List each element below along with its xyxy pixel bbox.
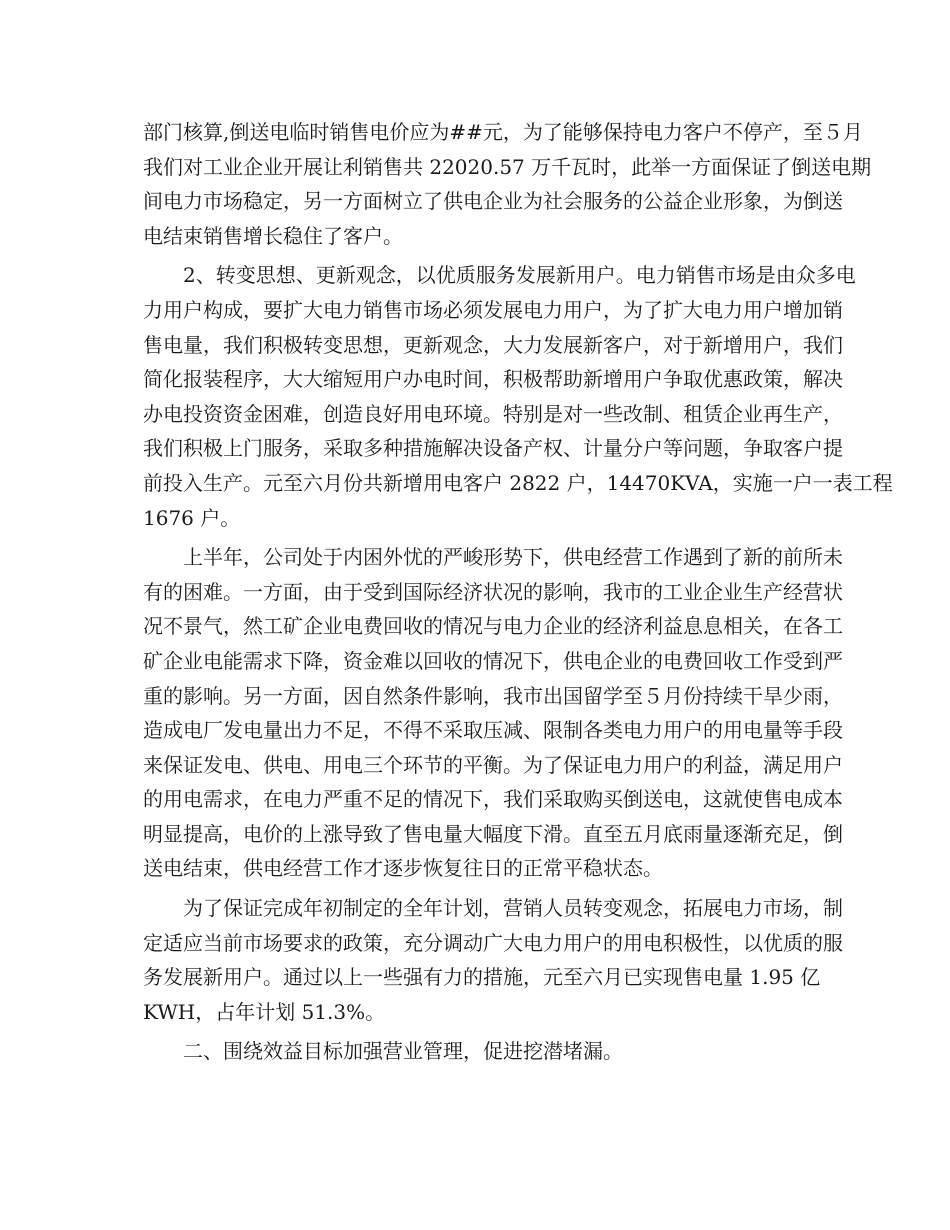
text-line: 前投入生产。元至六月份共新增用电客户 2822 户，14470KVA，实施一户一表工程 [143, 470, 893, 495]
text-line: 二、围绕效益目标加强营业管理，促进挖潜堵漏。 [183, 1039, 623, 1064]
text-line: 2、转变思想、更新观念，以优质服务发展新用户。电力销售市场是由众多电 [183, 263, 856, 288]
text-line: 办电投资资金困难，创造良好用电环境。特别是对一些改制、租赁企业再生产， [143, 401, 843, 426]
paragraph-4 [143, 891, 843, 1029]
paragraph-3 [143, 540, 843, 886]
text-line: 明显提高，电价的上涨导致了售电量大幅度下滑。直至五月底雨量逐渐充足，倒 [143, 821, 843, 846]
text-line: 重的影响。另一方面，因自然条件影响，我市出国留学至５月份持续干旱少雨， [143, 683, 843, 708]
text-line: 间电力市场稳定，另一方面树立了供电企业为社会服务的公益企业形象，为倒送 [143, 189, 843, 214]
paragraph-1 [143, 115, 872, 253]
text-line: 我们对工业企业开展让利销售共 22020.57 万千瓦时，此举一方面保证了倒送电期 [143, 154, 872, 179]
text-line: 1676 户。 [143, 505, 241, 530]
text-line: KWH，占年计划 51.3%。 [143, 999, 386, 1024]
text-line: 有的困难。一方面，由于受到国际经济状况的影响，我市的工业企业生产经营状 [143, 579, 843, 604]
text-line: 我们积极上门服务，采取多种措施解决设备产权、计量分户等问题，争取客户提 [143, 436, 843, 461]
document-body [143, 115, 893, 1074]
text-line: 矿企业电能需求下降，资金难以回收的情况下，供电企业的电费回收工作受到严 [143, 648, 843, 673]
paragraph-2 [143, 258, 893, 535]
text-line: 况不景气，然工矿企业电费回收的情况与电力企业的经济利益息息相关，在各工 [143, 614, 843, 639]
text-line: 的用电需求，在电力严重不足的情况下，我们采取购买倒送电，这就使售电成本 [143, 787, 843, 812]
text-line: 电结束销售增长稳住了客户。 [143, 223, 403, 248]
text-line: 造成电厂发电量出力不足，不得不采取压减、限制各类电力用户的用电量等手段 [143, 718, 843, 743]
section-heading [143, 1034, 809, 1069]
text-line: 售电量，我们积极转变思想，更新观念，大力发展新客户，对于新增用户，我们 [143, 332, 843, 357]
text-line: 力用户构成，要扩大电力销售市场必须发展电力用户，为了扩大电力用户增加销 [143, 297, 843, 322]
text-line: 送电结束，供电经营工作才逐步恢复往日的正常平稳状态。 [143, 856, 663, 881]
text-line: 务发展新用户。通过以上一些强有力的措施，元至六月已实现售电量 1.95 亿 [143, 965, 821, 990]
text-line: 部门核算,倒送电临时销售电价应为##元，为了能够保持电力客户不停产，至５月 [143, 120, 863, 144]
text-line: 上半年，公司处于内困外忧的严峻形势下，供电经营工作遇到了新的前所未 [183, 545, 843, 570]
text-line: 为了保证完成年初制定的全年计划，营销人员转变观念，拓展电力市场，制 [183, 896, 843, 921]
text-line: 定适应当前市场要求的政策，充分调动广大电力用户的用电积极性，以优质的服 [143, 930, 843, 955]
text-line: 来保证发电、供电、用电三个环节的平衡。为了保证电力用户的利益，满足用户 [143, 752, 843, 777]
text-line: 简化报装程序，大大缩短用户办电时间，积极帮助新增用户争取优惠政策，解决 [143, 367, 843, 392]
